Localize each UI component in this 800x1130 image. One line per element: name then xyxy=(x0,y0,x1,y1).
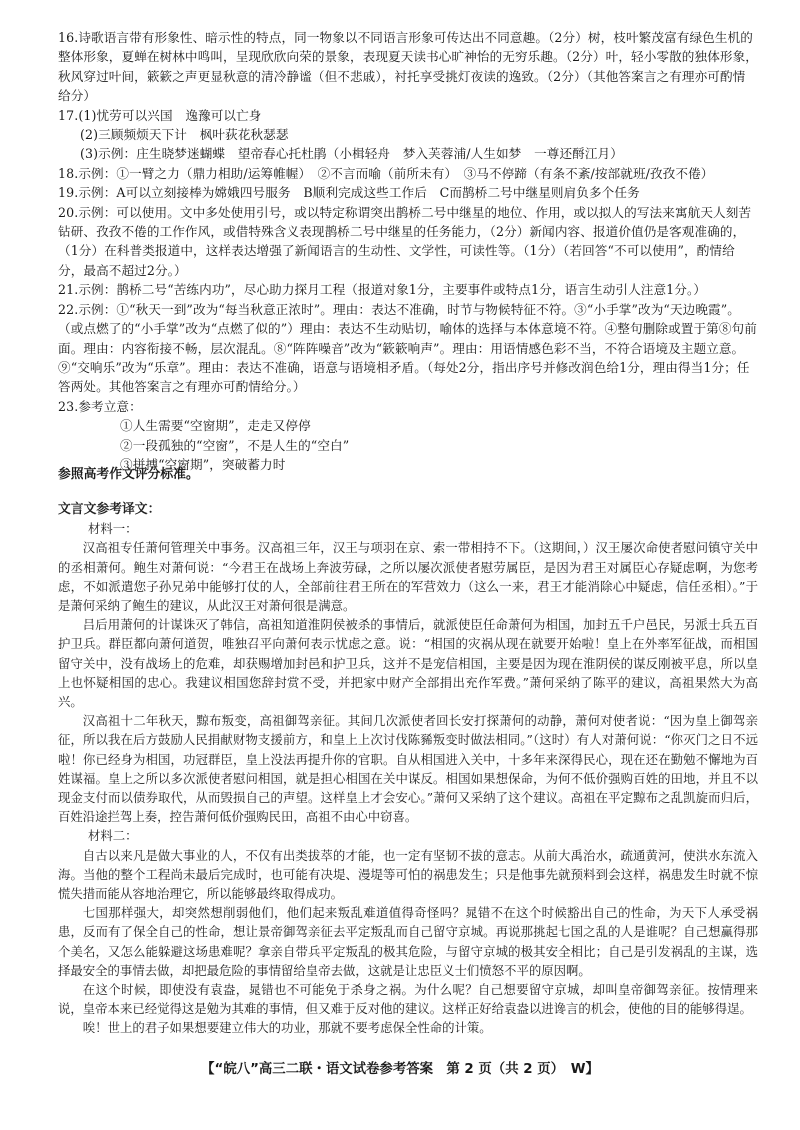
material-2-paragraph: 在这个时候，即使没有袁盎，晁错也不可能免于杀身之祸。为什么呢？自己想要留守京城，却叫皇帝御驾亲征。按情理来说，皇帝本来已经觉得这是勉为其难的事情，但又难于反对他的建议。这样正好给袁盎以进谗言的机会，使他的目的能够得逞。 xyxy=(58,982,758,1017)
answer-17-3: (3)示例：庄生晓梦迷蝴蝶 望帝春心托杜鹃（小楫轻舟 梦入芙蓉浦/人生如梦 一尊还酹江月） xyxy=(80,146,623,162)
scoring-note: 参照高考作文评分标准。 xyxy=(58,467,199,482)
answer-18: 18.示例：①一臂之力（鼎力相助/运筹帷幄） ②不言而喻（前所未有） ③马不停蹄（有条不紊/按部就班/孜孜不倦） xyxy=(58,165,714,181)
essay-idea-2: ②一段孤独的“空窗”，不是人生的“空白” xyxy=(120,437,350,453)
material-1-title: 材料一： xyxy=(88,521,138,537)
material-1-paragraph: 汉高祖十二年秋天，黥布叛变，高祖御驾亲征。其间几次派使者回长安打探萧何的动静，萧何对使者说：“因为皇上御驾亲征，所以我在后方鼓励人民捐献财物支援前方，和皇上上次讨伐陈豨叛变时做法相同。”（这时）有人对萧何说：“你灭门之日不远啦！你已经身为相国，功冠群臣，皇上没法再提升你的官职。自从相国进入关中，十多年来深得民心，现在还在勤勉不懈地为百姓谋福。皇上之所以多次派使者慰问相国，就是担心相国在关中谋反。相国如果想保命，为何不低价强购百姓的田地，并且不以现金支付而以债券取代，从而毁损自己的声望。这样皇上才会安心。”萧何又采纳了这个建议。高祖在平定黥布之乱凯旋而归后，百姓沿途拦驾上奏，控告萧何低价强购民田，高祖不由心中窃喜。 xyxy=(58,713,758,825)
material-2-paragraph: 唉！世上的君子如果想要建立伟大的功业，那就不要考虑保全性命的计策。 xyxy=(82,1020,492,1036)
answer-19: 19.示例：A可以立刻接棒为嫦娥四号服务 B顺利完成这些工作后 C而鹊桥二号中继星则肩负多个任务 xyxy=(58,185,640,201)
material-1-paragraph: 吕后用萧何的计谋诛灭了韩信，高祖知道淮阴侯被杀的事情后，就派使臣任命萧何为相国，加封五千户邑民，另派士兵五百护卫兵。群臣都向萧何道贺，唯独召平向萧何表示忧虑之意。说：“相国的灾祸从现在就要开始啦！皇上在外率军征战，而相国留守关中，没有战场上的危难，却获赐增加封邑和护卫兵，这并不是宠信相国，主要是因为现在淮阴侯的谋反刚被平息，所以皇上也怀疑相国的忠心。我建议相国您辞封赏不受，并把家中财产全部捐出充作军费。”萧何采纳了陈平的建议，高祖果然大为高兴。 xyxy=(58,617,758,710)
answer-16: 16.诗歌语言带有形象性、暗示性的特点，同一物象以不同语言形象可传达出不同意趣。（2分）树，枝叶繁茂富有绿色生机的整体形象，夏蝉在树林中鸣叫，呈现欣欣向荣的景象，表现夏天读书心旷神怡的无穷乐趣。（2分）叶，轻小零散的独体形象，秋风穿过叶间，簌簌之声更显秋意的清冷静谧（但不悲戚），衬托享受挑灯夜读的逸致。（2分）（其他答案言之有理亦可酌情给分） xyxy=(58,30,758,104)
translation-heading: 文言文参考译文： xyxy=(58,502,161,517)
material-2-paragraph: 七国那样强大，却突然想削弱他们，他们起来叛乱难道值得奇怪吗？晁错不在这个时候豁出自己的性命，为天下人承受祸患，反而有了保全自己的性命，想让景帝御驾亲征去平定叛乱而自己留守京城。再说那挑起七国之乱的人是谁呢？自己想赢得那个美名，又怎么能躲避这场患难呢？拿亲自带兵平定叛乱的极其危险，与留守京城的极其安全相比；自己是引发祸乱的主谋，选择最安全的事情去做，却把最危险的事情留给皇帝去做，这就是让忠臣义士们愤怒不平的原因啊。 xyxy=(58,905,758,978)
essay-idea-1: ①人生需要“空窗期”，走走又停停 xyxy=(120,418,311,434)
answer-list xyxy=(58,28,758,474)
classical-translation xyxy=(58,500,758,1038)
page-footer: 【“皖八”高三二联・语文试卷参考答案 第 2 页（共 2 页） W】 xyxy=(201,1062,599,1077)
answer-22: 22.示例：①“秋天一到”改为“每当秋意正浓时”。理由：表达不准确，时节与物候特征不符。③“小手掌”改为“天边晚霞”。（或点燃了的“小手掌”改为“点燃了似的”）理由：表达不生动贴切，喻体的选择与本体意境不符。④整句删除或置于第⑧句前面。理由：内容衔接不畅，层次混乱。⑧“阵阵噪音”改为“簌簌响声”。理由：用语情感色彩不当，不符合语境及主题立意。⑨“交响乐”改为“乐章”。理由：表达不准确，语意与语境相矛盾。（每处2分，指出序号并修改润色给1分，理由得当1分；任答两处。其他答案言之有理亦可酌情给分。） xyxy=(58,301,757,395)
answer-20: 20.示例：可以使用。文中多处使用引号，或以特定称谓突出鹊桥二号中继星的地位、作用，或以拟人的写法来寓航天人刻苦钻研、孜孜不倦的工作作风，或借特殊含义表现鹊桥二号中继星的任务能力，（2分）新闻内容、报道价值仍是客观准确的，（1分）在科普类报道中，这样表达增强了新闻语言的生动性、文学性，可读性等。（1分）（若回答“不可以使用”，酌情给分，最高不超过2分。） xyxy=(58,204,752,278)
material-2-paragraph: 自古以来凡是做大事业的人，不仅有出类拔萃的才能，也一定有坚韧不拔的意志。从前大禹治水，疏通黄河，使洪水东流入海。当他的整个工程尚未最后完成时，也可能有决堤、漫堤等可怕的祸患发生；只是他事先就预料到会这样，祸患发生时就不惊慌失措而能从容地治理它，所以能够最终取得成功。 xyxy=(58,847,758,902)
material-1-paragraph: 汉高祖专任萧何管理关中事务。汉高祖三年，汉王与项羽在京、索一带相持不下。（这期间，）汉王屡次命使者慰问镇守关中的丞相萧何。鲍生对萧何说：“今君王在战场上奔波劳碌，之所以屡次派使者慰劳属臣，是因为君王对属臣心存疑虑啊，为您考虑，不如派遣您子孙兄弟中能够打仗的人，全部前往君王所在的军营效力（这么一来，君王才能消除心中疑虑，信任丞相）。”于是萧何采纳了鲍生的建议，从此汉王对萧何很是满意。 xyxy=(58,540,758,614)
answer-21: 21.示例：鹊桥二号“苦练内功”，尽心助力探月工程（报道对象1分，主要事件或特点1分，语言生动引人注意1分。） xyxy=(58,282,707,298)
answer-17: 17.(1)忧劳可以兴国 逸豫可以亡身 xyxy=(58,107,262,123)
answer-17-2: (2)三顾频烦天下计 枫叶荻花秋瑟瑟 xyxy=(80,127,289,143)
answer-23: 23.参考立意： xyxy=(58,398,142,414)
essay-idea-3: ③拼搏“空窗期”，突破蓄力时 xyxy=(120,456,286,472)
material-2-title: 材料二： xyxy=(88,828,138,844)
